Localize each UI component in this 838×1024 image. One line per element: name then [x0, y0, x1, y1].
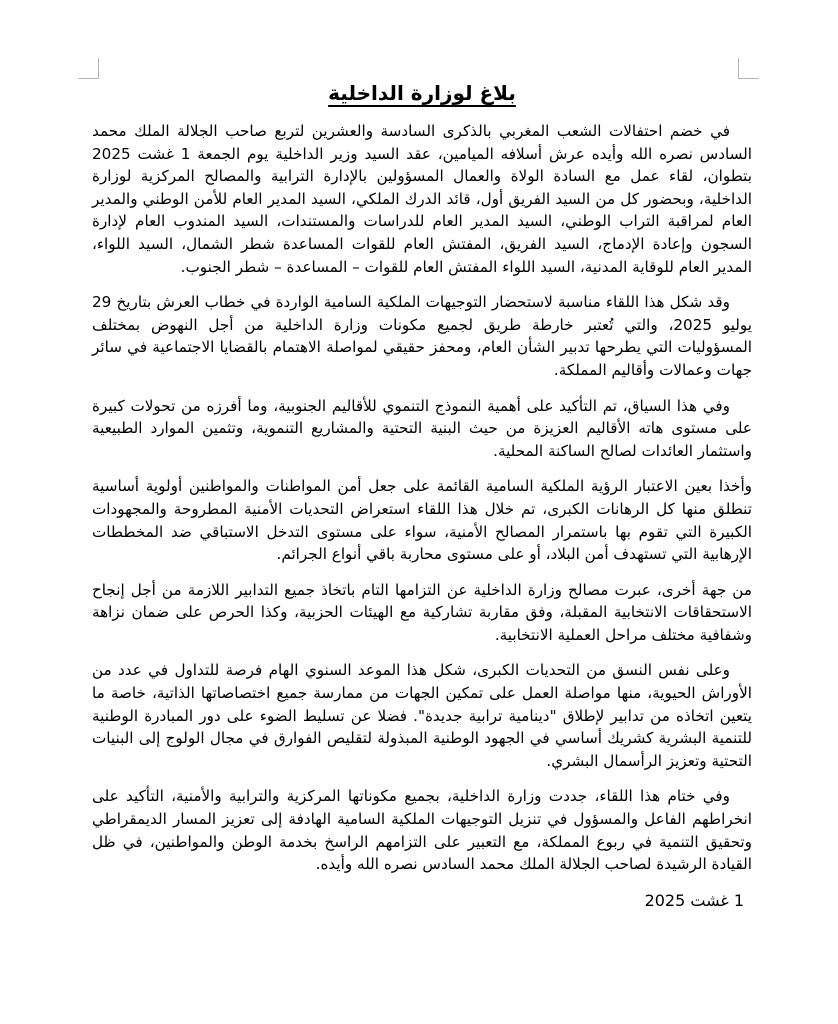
paragraph-7: وفي ختام هذا اللقاء، جددت وزارة الداخلية، بجميع مكوناتها المركزية والترابية والأمنية، التأكيد على انخراطهم الفاعل والمسؤول في تنزيل التوجيهات الملكية السامية الهادفة إلى تعزيز المسار الديمقراطي وتحقيق التنمية في ربوع المملكة، مع التعبير على التزامهم الراسخ بخدمة الوطن والمواطنين، في ظل القيادة الرشيدة لصاحب الجلالة الملك محمد السادس نصره الله وأيده. [92, 787, 752, 874]
document-title: بلاغ لوزارة الداخلية [328, 81, 516, 105]
paragraph-4: وأخذا بعين الاعتبار الرؤية الملكية السامية القائمة على جعل أمن المواطنات والمواطنين أولوية أساسية تنطلق منها كل الرهانات الكبرى، تم خلال هذا اللقاء استعراض التحديات الأمنية المطروحة والمجهودات الكبيرة التي تقوم بها باستمرار المصالح الأمنية، سواء على مستوى التدخل الاستباقي ضد المخططات الإرهابية التي تستهدف أمن البلاد، أو على مستوى محاربة باقي أنواع الجرائم. [92, 477, 752, 564]
crop-mark-top-left [78, 58, 99, 79]
crop-mark-top-right [738, 58, 759, 79]
paragraph-5: من جهة أخرى، عبرت مصالح وزارة الداخلية عن التزامها التام باتخاذ جميع التدابير اللازمة من أجل إنجاح الاستحقاقات الانتخابية المقبلة، وفق مقاربة تشاركية مع الهيئات الحزبية، وكذا الحرص على ضمان نزاهة وشفافية مختلف مراحل العملية الانتخابية. [92, 580, 752, 644]
paragraph-2: وقد شكل هذا اللقاء مناسبة لاستحضار التوجيهات الملكية السامية الواردة في خطاب العرش بتاريخ 29 يوليو 2025، والتي تُعتبر خارطة طريق لجميع مكونات وزارة الداخلية من أجل النهوض بمختلف المسؤوليات التي يطرحها تدبير الشأن العام، ومحفز حقيقي لمواصلة الاهتمام بالقضايا الاجتماعية في سائر جهات وعمالات وأقاليم المملكة. [92, 293, 752, 379]
paragraph-1: في خضم احتفالات الشعب المغربي بالذكرى السادسة والعشرين لتربع صاحب الجلالة الملك محمد السادس نصره الله وأيده عرش أسلافه الميامين، عقد السيد وزير الداخلية يوم الجمعة 1 غشت 2025 بتطوان، لقاء عمل مع السادة الولاة والعمال المسؤولين بالإدارة الترابية والمصالح المركزية لوزارة الداخلية، وبحضور كل من السيد الفريق أول، قائد الدرك الملكي، السيد المدير العام للأمن الوطني والمدير العام لمراقبة التراب الوطني، السيد المدير العام للدراسات والمستندات، السيد المندوب العام لإدارة السجون وإعادة الإدماج، السيد الفريق، المفتش العام للقوات المساعدة شطر الشمال، السيد اللواء، المدير العام للوقاية المدنية، السيد اللواء المفتش العام للقوات – المساعدة – شطر الجنوب. [92, 122, 752, 276]
document-date: 1 غشت 2025 [644, 890, 744, 910]
document-body [92, 78, 752, 913]
paragraph-6: وعلى نفس النسق من التحديات الكبرى، شكل هذا الموعد السنوي الهام فرصة للتداول في عدد من الأوراش الحيوية، منها مواصلة العمل على تمكين الجهات من ممارسة جميع اختصاصاتها الذاتية، خاصة ما يتعين اتخاذه من تدابير لإطلاق "دينامية ترابية جديدة". فضلا عن تسليط الضوء على دور المبادرة الوطنية للتنمية البشرية كشريك أساسي في الجهود الوطنية المبذولة لتقليص الفوارق في مجال الولوج إلى البنيات التحتية وتعزيز الرأسمال البشري. [92, 661, 752, 770]
paragraph-3: وفي هذا السياق، تم التأكيد على أهمية النموذج التنموي للأقاليم الجنوبية، وما أفرزه من تحولات كبيرة على مستوى هاته الأقاليم العزيزة من حيث البنية التحتية والمشاريع التنموية، وتثمين الموارد الطبيعية واستثمار العائدات لصالح الساكنة المحلية. [92, 396, 752, 460]
